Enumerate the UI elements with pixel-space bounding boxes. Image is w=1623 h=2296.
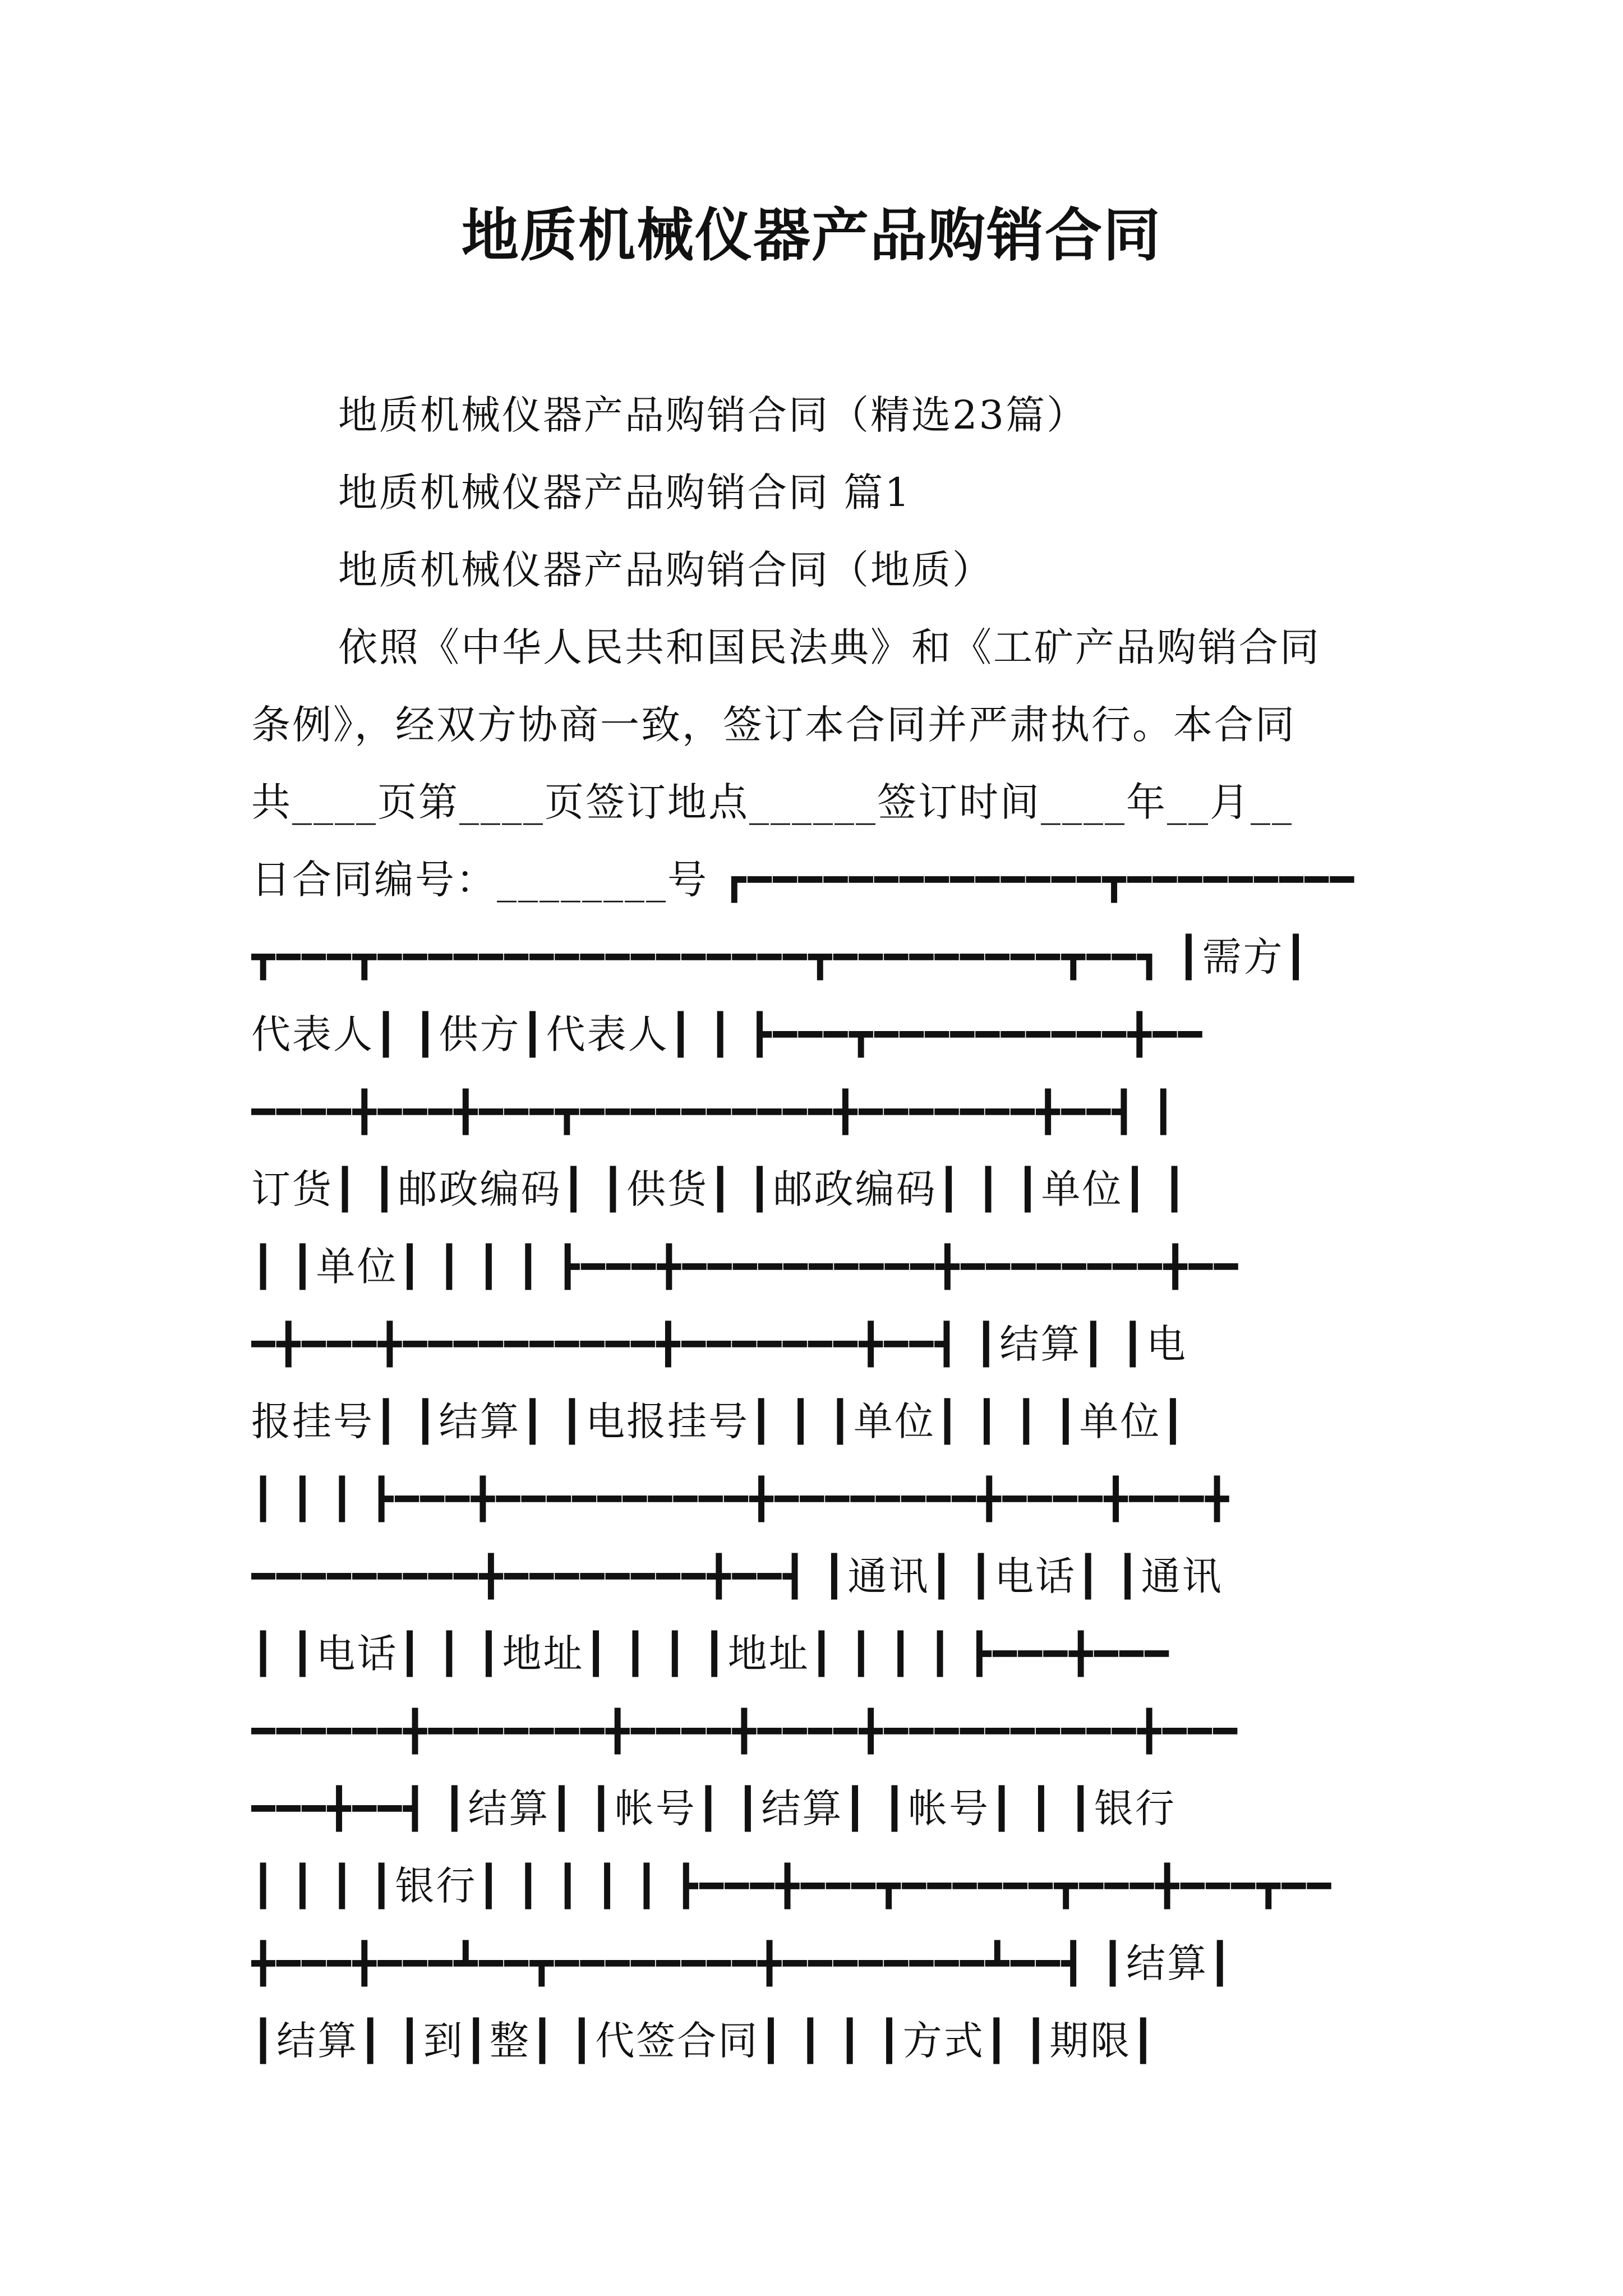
table-text-line: ━━━━━━╋━━━━━━━╋━━━━╋━━━━╋━━━━━━━━━━╋━━━ [251,1708,1239,1754]
subtitle-line: 地质机械仪器产品购销合同（精选23篇） [338,392,1088,438]
paragraph-line: 日合同编号：________号 ┏━━━━━━━━━━━━━━┳━━━━━━━━━ [251,857,1355,903]
table-text-line: ━╋━━━╋━━━━━━━━━━╋━━━━━━━╋━━┫ ┃结算┃ ┃电 [251,1321,1187,1367]
paragraph-line: 共____页第____页签订地点______签订时间____年__月__ [251,779,1293,825]
table-text-line: 报挂号┃ ┃结算┃ ┃电报挂号┃ ┃ ┃单位┃ ┃ ┃ ┃单位┃ [251,1398,1187,1444]
table-text-line: ┃ ┃单位┃ ┃ ┃ ┃ ┣━━━╋━━━━━━━━━━╋━━━━━━━━╋━━ [251,1244,1239,1290]
table-text-line: 订货┃ ┃邮政编码┃ ┃供货┃ ┃邮政编码┃ ┃ ┃单位┃ ┃ [251,1166,1188,1212]
contract-name-line: 地质机械仪器产品购销合同（地质） [338,547,993,593]
table-text-line: ━━━╋━━┫ ┃结算┃ ┃帐号┃ ┃结算┃ ┃帐号┃ ┃ ┃银行 [251,1786,1176,1832]
paragraph-line: 条例》，经双方协商一致，签订本合同并严肃执行。本合同 [251,702,1296,748]
table-text-line: ━━━━╋━━━╋━━━┳━━━━━━━━━━╋━━━━━━━╋━━┫ ┃ [251,1089,1177,1135]
paragraph-line: 依照《中华人民共和国民法典》和《工矿产品购销合同 [338,624,1321,670]
table-text-line: ┃ ┃ ┃ ┃银行┃ ┃ ┃ ┃ ┃ ┣━━━╋━━━┳━━━━━━┳━━━╋━━━┳━━ [251,1863,1333,1909]
table-text-line: ╋━━━╋━━━┻━━┳━━━━━━━━╋━━━━━━━━┻━━┫ ┃结算┃ [251,1940,1234,1986]
table-text-line: ┃结算┃ ┃到┃整┃ ┃代签合同┃ ┃ ┃ ┃方式┃ ┃期限┃ [251,2018,1157,2064]
table-text-line: ┳━━━┳━━━━━━━━━━━━━━━━━┳━━━━━━━━━┳━━┓ ┃需方┃ [251,934,1310,980]
document-title: 地质机械仪器产品购销合同 [462,202,1161,269]
table-text-line: ┃ ┃ ┃ ┣━━━╋━━━━━━━━━━╋━━━━━━━━╋━━━━╋━━━╋ [251,1476,1231,1522]
section-heading: 地质机械仪器产品购销合同 篇1 [338,470,911,516]
table-text-line: ┃ ┃电话┃ ┃ ┃地址┃ ┃ ┃ ┃地址┃ ┃ ┃ ┃ ┣━━━╋━━━ [251,1631,1170,1677]
table-text-line: 代表人┃ ┃供方┃代表人┃ ┃ ┣━━━┳━━━━━━━━━━╋━━ [251,1011,1204,1057]
table-text-line: ━━━━━━━━━╋━━━━━━━━╋━━┫ ┃通讯┃ ┃电话┃ ┃通讯 [251,1553,1223,1599]
